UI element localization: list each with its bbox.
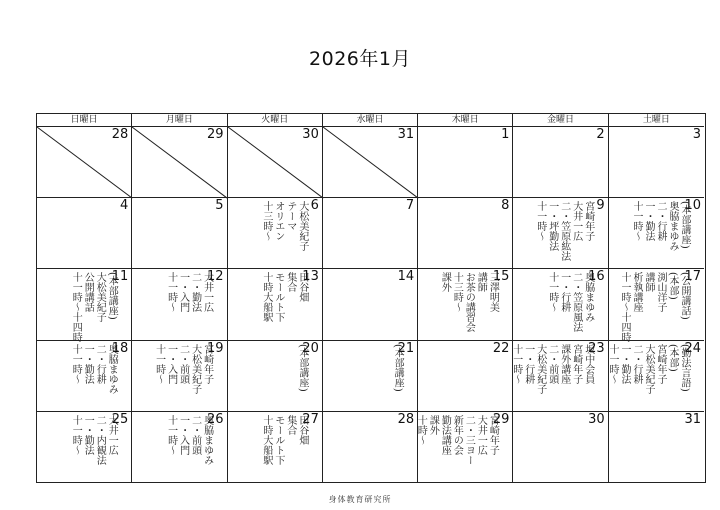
day-number: 6 [310,198,319,214]
note-line: 十一時〜 [165,414,177,455]
note-line: 新年の会 [451,414,463,455]
day-cell [609,127,704,198]
weekday-header: 木曜日 [418,114,513,127]
day-cell [132,198,227,269]
handwritten-notes [325,344,403,409]
day-cell [513,127,608,198]
note-line: 大井一広 [106,414,118,455]
day-cell [132,269,227,340]
day-cell [510,340,608,412]
note-line: 十時大船駅 [260,272,272,323]
day-cell [415,411,513,483]
note-line: (公開講話) [678,272,690,321]
day-number: 5 [215,198,224,214]
day-cell [37,341,132,412]
note-line: 課外 [427,414,439,435]
note-line: テーマ [284,201,296,232]
day-cell [37,412,132,483]
note-line: 二・三ヨー [463,414,475,465]
day-cell [609,412,704,483]
handwritten-notes [230,201,308,266]
note-line: 十一時〜 [153,343,165,384]
handwritten-notes [134,272,212,337]
calendar-grid [36,113,706,483]
note-line: 十時大船駅 [260,414,272,465]
note-line: 一・入門 [177,414,189,455]
handwritten-notes [415,414,499,481]
note-line: 課外講座 [558,343,570,384]
day-cell [132,127,227,198]
note-line: オリエン [272,201,284,242]
note-line: 一・行耕 [522,343,534,384]
note-line: 十一時〜 [70,414,82,455]
note-line: 集合 [284,414,296,435]
handwritten-notes [611,272,690,343]
day-cell [132,341,227,412]
day-number: 31 [397,127,415,142]
day-cell [228,269,323,340]
note-line: 大松美紀子 [189,343,201,394]
note-line: 十一時〜 [70,343,82,384]
note-line: モールト下 [272,414,284,465]
note-line: 析執講座 [630,272,642,313]
day-number: 24 [684,340,701,356]
note-line: 講師 [475,272,487,293]
day-number: 14 [397,269,415,285]
note-line: (本部) [666,343,678,372]
note-line: (本部講座) [392,343,404,392]
day-cell [132,412,227,483]
handwritten-notes [230,272,308,337]
note-line: 二・笠原風法 [570,272,582,333]
note-line: 二・内観法 [94,414,106,465]
handwritten-notes [515,272,593,337]
day-cell [228,341,323,412]
note-line: 渕山洋子 [654,272,666,313]
note-line: 課外 [439,272,451,293]
weekday-header: 火曜日 [228,114,323,127]
note-line: 十一時〜十四時 [70,272,82,343]
note-line: 坂中会員 [582,343,594,384]
day-number: 3 [692,127,701,142]
day-number: 12 [207,269,224,285]
note-line: (本部講座) [678,201,690,249]
note-line: お茶の講習会 [463,272,475,333]
day-number: 25 [111,411,129,427]
note-line: (勤法言語) [678,343,690,392]
day-number: 29 [492,411,510,427]
note-line: 奥脇まゆみ [582,272,594,323]
day-number: 29 [207,127,224,142]
note-line: 一・坪勤法 [546,201,558,252]
note-line: 講師 [642,272,654,293]
note-line: 一・入門 [165,343,177,384]
note-line: 大松美紀子 [296,201,308,252]
day-cell [228,127,323,198]
day-cell [609,269,704,343]
handwritten-notes [230,344,308,409]
note-line: 二・行耕 [94,343,106,384]
day-cell [228,412,323,483]
day-number: 10 [684,198,701,214]
day-number: 30 [302,127,319,142]
handwritten-notes [39,344,117,409]
note-line: (本部) [666,272,678,301]
handwritten-notes [510,343,594,409]
day-number: 30 [588,411,605,427]
note-line: 奥脇まゆみ [201,414,213,465]
note-line: 十一時〜 [546,272,558,313]
note-line: 一・勤法 [82,343,94,384]
note-line: 十一時〜 [534,201,546,242]
footer-text: 身体教育研究所 [328,495,392,504]
note-line: (本部講座) [106,272,118,321]
note-line: 宮崎年子 [487,414,499,455]
note-line: 一・勤法 [618,343,630,384]
handwritten-notes [420,272,498,337]
note-line: 勤法講座 [439,414,451,455]
note-line: 公開講話 [82,272,94,313]
handwritten-notes [611,201,690,266]
day-number: 2 [596,127,605,142]
day-number: 26 [207,411,224,427]
day-number: 9 [596,198,605,214]
day-cell [418,269,513,340]
day-cell [513,269,608,340]
note-line: 十一時〜 [165,272,177,313]
day-number: 17 [684,269,701,285]
day-number: 4 [120,198,129,214]
day-cell [37,269,132,343]
handwritten-notes [134,415,212,481]
day-number: 8 [501,198,510,214]
note-line: 宮崎年子 [654,343,666,384]
day-cell [323,198,418,269]
weekday-header: 水曜日 [323,114,418,127]
day-number: 28 [397,411,415,427]
note-line: 十一時〜十四時 [618,272,630,343]
day-number: 31 [684,411,701,427]
note-line: 奥脇まゆみ [666,201,678,252]
weekday-header: 土曜日 [609,114,704,127]
day-number: 28 [111,127,129,142]
note-line: 集合 [284,272,296,293]
note-line: 宮崎年子 [201,343,213,384]
weekday-header: 金曜日 [513,114,608,127]
note-line: 二・前頭 [189,414,201,455]
day-number: 20 [302,340,319,356]
day-number: 23 [588,340,605,356]
day-number: 18 [111,340,129,356]
note-line: 大井一広 [475,414,487,455]
day-number: 19 [207,340,224,356]
day-cell [418,127,513,198]
day-cell [37,127,132,198]
note-line: 十三時〜 [451,272,463,313]
note-line: 十時〜 [415,414,427,445]
note-line: 二・笠原紘法 [558,201,570,262]
note-line: 一・勤法 [82,414,94,455]
handwritten-notes [515,201,593,266]
note-line: 十一時〜 [510,343,522,384]
weekday-header: 月曜日 [132,114,227,127]
note-line: モールト下 [272,272,284,323]
day-cell [228,198,323,269]
note-line: 十一時〜 [606,343,618,384]
note-line: 十一時〜 [630,201,642,242]
handwritten-notes [606,343,690,409]
note-line: 奥脇まゆみ [106,343,118,394]
note-line: 大松美紀子 [94,272,106,323]
note-line: 二・行耕 [654,201,666,242]
note-line: 二・前頭 [546,343,558,384]
calendar-title: 2026年1月 [309,48,411,70]
handwritten-notes [39,272,118,343]
note-line: 大井一広 [570,201,582,242]
note-line: 一・行耕 [558,272,570,313]
day-number: 7 [405,198,415,214]
day-cell [323,412,418,483]
note-line: 一・入門 [177,272,189,313]
day-cell [513,198,608,269]
day-cell [418,341,513,412]
day-number: 22 [492,340,510,356]
weekday-header: 日曜日 [37,114,132,127]
note-line: 三澤明美 [487,272,499,313]
day-cell [609,198,704,269]
day-cell [37,198,132,269]
note-line: 田谷畑 [296,272,308,303]
note-line: 田谷畑 [296,414,308,445]
note-line: 十三時〜 [260,201,272,242]
handwritten-notes [39,415,117,481]
note-line: (本部講座) [296,343,308,392]
day-cell [513,412,608,483]
note-line: 一・勤法 [642,201,654,242]
note-line: 二・勤法 [189,272,201,313]
note-line: 二・行耕 [630,343,642,384]
day-cell [323,341,418,412]
note-line: 宮崎年子 [582,201,594,242]
handwritten-notes [230,415,308,481]
day-cell [323,127,418,198]
day-cell [323,269,418,340]
note-line: 二・前頭 [177,343,189,384]
day-number: 15 [492,269,510,285]
note-line: 大井一広 [201,272,213,313]
note-line: 大松美紀子 [642,343,654,394]
day-cell [418,198,513,269]
day-number: 16 [588,269,605,285]
day-cell [606,340,704,412]
day-number: 27 [302,411,319,427]
note-line: 大松美紀子 [534,343,546,394]
note-line: 宮崎年子 [570,343,582,384]
day-number: 21 [397,340,415,356]
day-number: 11 [111,269,129,285]
handwritten-notes [134,344,212,409]
day-number: 13 [302,269,319,285]
day-number: 1 [501,127,510,142]
